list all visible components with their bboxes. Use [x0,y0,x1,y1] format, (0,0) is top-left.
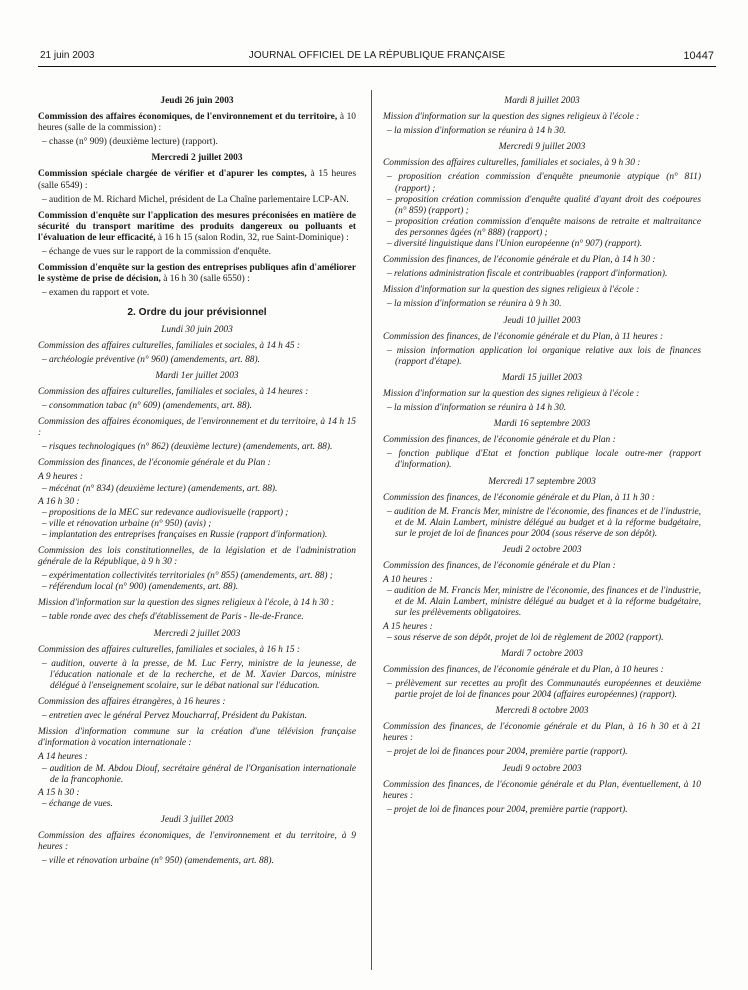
agenda-item: – échange de vues. [42,798,113,809]
agenda-item: – chasse (n° 909) (deuxième lecture) (rapport). [42,137,218,148]
agenda-entry: Mission d'information sur la question des signes religieux à l'école : [383,112,640,123]
agenda-entry: Commission des affaires culturelles, familiales et sociales, à 16 h 15 : [38,644,301,655]
agenda-item: – implantation des entreprises françaises en Russie (rapport d'information). [42,529,328,540]
agenda-item: – sous réserve de son dépôt, projet de loi de règlement de 2002 (rapport). [387,632,664,643]
agenda-item: – relations administration fiscale et contribuables (rapport d'information). [387,269,668,280]
header-rule [38,66,716,67]
day-heading: Mercredi 9 juillet 2003 [498,142,586,153]
right-column [383,96,701,821]
agenda-entry: Mission d'information commune sur la création d'une télévision française d'information à vocation internationale : [38,727,356,749]
committee-name: Commission des affaires économiques, de l'environnement et du territoire, [38,112,338,123]
time-slot: A 15 heures : [383,621,433,632]
day-heading: Jeudi 26 juin 2003 [160,96,234,106]
agenda-entry: Mission d'information sur la question des signes religieux à l'école : [383,285,640,296]
committee-name: Commission d'enquête sur l'application des mesures préconisées en matière de sécurité du transport maritime des produits dangereux ou polluants et l'évaluation de leur efficacité, [38,210,356,243]
day-heading: Mercredi 17 septembre 2003 [488,476,596,487]
committee-name: Commission d'enquête sur la gestion des entreprises publiques afin d'améliorer le système de prise de décision, [38,263,356,285]
day-heading: Jeudi 2 octobre 2003 [502,545,582,555]
page-number: 10447 [683,50,714,62]
header-date: 21 juin 2003 [40,50,95,61]
agenda-item: – examen du rapport et vote. [42,288,150,299]
agenda-entry: Commission des affaires culturelles, familiales et sociales, à 9 h 30 : [383,158,641,169]
agenda-item: – audition de M. Francis Mer, ministre de l'économie, des finances et de l'industrie, et de M. Alain Lambert, ministre délégué au budget et à la réforme budgétaire, sur les prélèvements obligatoires. [387,586,701,619]
agenda-entry: Commission des lois constitutionnelles, de la législation et de l'administration générale de la République, à 9 h 30 : [38,546,356,568]
agenda-item: – diversité linguistique dans l'Union européenne (n° 907) (rapport). [387,239,643,250]
agenda-item: – échange de vues sur le rapport de la commission d'enquête. [42,247,271,258]
time-slot: A 10 heures : [383,575,433,586]
agenda-entry: Commission des finances, de l'économie générale et du Plan, éventuellement, à 10 heures : [383,779,701,801]
entry-details: à 16 h 30 (salle 6550) : [163,274,250,285]
left-column [38,96,356,872]
agenda-item: – la mission d'information se réunira à 14 h 30. [387,403,567,414]
committee-name: Commission spéciale chargée de vérifier et d'apurer les comptes, [38,169,307,180]
agenda-item: – fonction publique d'Etat et fonction publique locale outre-mer (rapport d'information). [387,449,701,471]
agenda-entry: Commission des finances, de l'économie générale et du Plan, à 11 h 30 : [383,492,655,503]
day-heading: Jeudi 10 juillet 2003 [503,315,581,326]
day-heading: Mardi 15 juillet 2003 [501,372,583,383]
agenda-item: – proposition création commission d'enquête pneumonie atypique (n° 811) (rapport) ; [387,172,701,194]
agenda-entry: Commission des affaires culturelles, familiales et sociales, à 14 h 45 : [38,340,301,351]
agenda-entry: Commission des finances, de l'économie générale et du Plan : [383,435,616,446]
day-heading: Mardi 1er juillet 2003 [155,370,239,381]
agenda-entry: Commission des finances, de l'économie générale et du Plan, à 11 heures : [383,331,664,342]
agenda-entry: Commission des finances, de l'économie générale et du Plan, à 16 h 30 et à 21 heures : [383,722,701,744]
agenda-item: – risques technologiques (n° 862) (deuxième lecture) (amendements, art. 88). [42,442,333,453]
agenda-entry: Commission des finances, de l'économie générale et du Plan, à 14 h 30 : [383,255,656,266]
day-heading: Mardi 16 septembre 2003 [493,419,591,430]
journal-title: JOURNAL OFFICIEL DE LA RÉPUBLIQUE FRANÇAISE [248,50,506,61]
agenda-item: – référendum local (n° 900) (amendements, art. 88). [42,582,239,593]
day-heading: Lundi 30 juin 2003 [161,324,233,335]
agenda-item: – ville et rénovation urbaine (n° 950) (avis) ; [42,518,212,529]
agenda-entry [38,112,356,134]
agenda-entry: Commission des finances, de l'économie générale et du Plan : [38,458,271,469]
time-slot: A 14 heures : [38,752,88,763]
agenda-item: – prélèvement sur recettes au profit des Communautés européennes et deuxième partie projet de loi de finances pour 2004 (affaires européennes) (rapport). [387,678,701,701]
day-heading: Mercredi 2 juillet 2003 [151,153,243,164]
agenda-entry: Mission d'information sur la question des signes religieux à l'école, à 14 h 30 : [38,598,335,609]
agenda-item: – audition de M. Francis Mer, ministre de l'économie, des finances et de l'industrie, et de M. Alain Lambert, ministre délégué au budget et à la réforme budgétaire, sur le projet de loi de finances pour 2004 (sous réserve de son dépôt). [387,506,701,539]
agenda-entry [38,169,356,191]
day-heading: Jeudi 3 juillet 2003 [160,814,234,825]
agenda-entry: Commission des finances, de l'économie générale et du Plan, à 10 heures : [383,664,664,675]
entry-details: à 16 h 15 (salon Rodin, 32, rue Saint-Dominique) : [157,232,349,243]
agenda-item: – projet de loi de finances pour 2004, première partie (rapport). [387,804,628,815]
agenda-entry: Commission des affaires étrangères, à 16 heures : [38,697,226,708]
entry-details: à 10 heures (salle de la commission) : [38,112,356,134]
agenda-item: – consommation tabac (n° 609) (amendements, art. 88). [42,400,252,411]
agenda-entry: Mission d'information sur la question des signes religieux à l'école : [383,388,640,399]
agenda-item: – ville et rénovation urbaine (n° 950) (amendements, art. 88). [42,856,274,867]
day-heading: Jeudi 9 octobre 2003 [502,763,582,774]
page-header [40,50,714,66]
entry-details: à 15 heures (salle 6549) : [38,169,356,191]
agenda-entry: Commission des affaires culturelles, familiales et sociales, à 14 heures : [38,386,309,397]
agenda-item: – table ronde avec des chefs d'établissement de Paris - Ile-de-France. [42,612,304,623]
agenda-item: – audition de M. Abdou Diouf, secrétaire général de l'Organisation internationale de la francophonie. [42,763,356,785]
agenda-item: – proposition création commission d'enquête maisons de retraite et maltraitance des personnes âgées (n° 888) (rapport) ; [387,216,701,238]
agenda-item: – expérimentation collectivités territoriales (n° 855) (amendements, art. 88) ; [42,571,333,582]
day-heading: Mercredi 8 octobre 2003 [495,706,589,717]
agenda-item: – archéologie préventive (n° 960) (amendements, art. 88). [42,354,260,365]
day-heading: Mardi 7 octobre 2003 [501,648,583,659]
agenda-item: – la mission d'information se réunira à 9 h 30. [387,299,562,310]
time-slot: A 15 h 30 : [38,787,80,798]
section-title: 2. Ordre du jour prévisionnel [127,307,267,319]
column-divider [371,90,372,970]
time-slot: A 16 h 30 : [38,496,80,507]
agenda-item: – la mission d'information se réunira à 14 h 30. [387,126,567,137]
agenda-item: – audition de M. Richard Michel, président de La Chaîne parlementaire LCP-AN. [42,194,349,205]
agenda-item: – mission information application loi organique relative aux lois de finances (rapport d'étape). [387,345,701,367]
agenda-item: – mécénat (n° 834) (deuxième lecture) (amendements, art. 88). [42,483,278,494]
agenda-entry [38,211,356,244]
agenda-entry [38,263,356,285]
day-heading: Mardi 8 juillet 2003 [504,96,580,106]
agenda-entry: Commission des affaires économiques, de l'environnement et du territoire, à 14 h 15 : [38,417,356,439]
day-heading: Mercredi 2 juillet 2003 [153,628,241,639]
agenda-item: – audition, ouverte à la presse, de M. Luc Ferry, ministre de la jeunesse, de l'éducation nationale et de la recherche, et de M. Xavier Darcos, ministre délégué à l'enseignement scolaire, sur le débat national sur l'éducation. [42,658,356,691]
agenda-entry: Commission des finances, de l'économie générale et du Plan : [383,561,616,572]
agenda-item: – propositions de la MEC sur redevance audiovisuelle (rapport) ; [42,507,289,518]
time-slot: A 9 heures : [38,472,84,483]
agenda-item: – proposition création commission d'enquête qualité d'ayant droit des coépoures (n° 859) (rapport) ; [387,194,701,216]
agenda-item: – entretien avec le général Pervez Moucharraf, Président du Pakistan. [42,711,307,722]
agenda-item: – projet de loi de finances pour 2004, première partie (rapport). [387,747,628,758]
agenda-entry: Commission des affaires économiques, de l'environnement et du territoire, à 9 heures : [38,830,356,853]
